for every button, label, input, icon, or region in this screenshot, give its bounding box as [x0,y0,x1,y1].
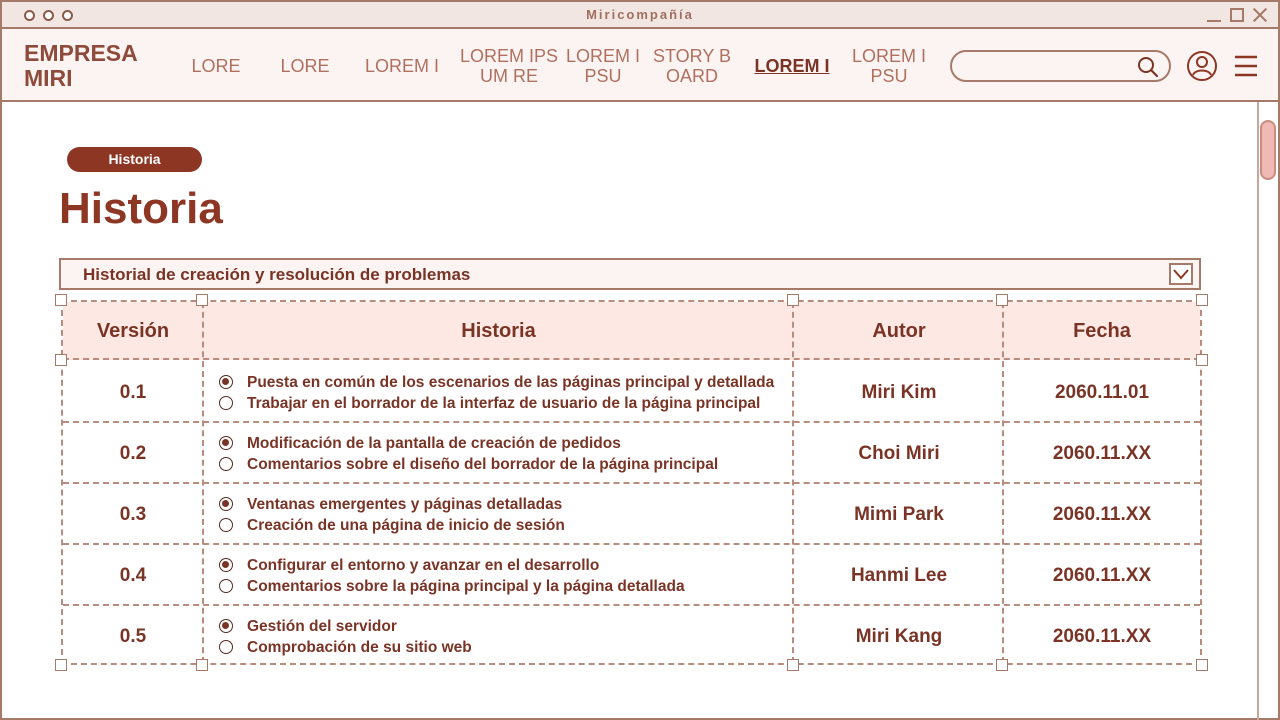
nav-bar [2,29,1278,102]
history-item[interactable] [219,517,565,534]
version-cell: 0.5 [119,625,147,647]
version-cell: 0.4 [119,564,147,586]
author-cell: Miri Kang [855,625,943,647]
history-dropdown[interactable] [59,258,1201,290]
history-item[interactable] [219,435,718,452]
header-date: Fecha [1073,320,1131,342]
history-item-text: Trabajar en el borrador de la interfaz de usuario de la página principal [247,394,761,412]
resize-handle[interactable] [787,294,799,306]
table-row [63,484,1200,545]
nav-item-label: UM RE [480,66,538,86]
radio-checked-icon[interactable] [219,436,233,450]
radio-checked-icon[interactable] [219,558,233,572]
window-controls [1206,7,1268,23]
history-cell [203,606,792,667]
nav-item-1[interactable]: LORE [191,56,241,76]
user-icon[interactable] [1186,50,1218,82]
radio-checked-icon[interactable] [219,375,233,389]
version-cell: 0.3 [119,503,147,525]
history-cell [203,423,792,484]
author-cell: Miri Kim [861,381,937,403]
chevron-down-icon [1171,265,1191,283]
author-cell: Mimi Park [854,503,944,525]
nav-item-label: LOREM I [565,46,640,66]
dropdown-label: Historial de creación y resolución de problemas [83,265,471,284]
author-cell: Hanmi Lee [850,564,948,586]
radio-checked-icon[interactable] [219,497,233,511]
logo[interactable] [24,41,138,91]
radio-unchecked-icon[interactable] [219,518,233,532]
resize-handle[interactable] [787,659,799,671]
history-item[interactable] [219,496,565,513]
resize-handle[interactable] [1196,294,1208,306]
history-item[interactable] [219,639,472,656]
history-cell [203,362,792,423]
header-author: Autor [872,320,926,342]
date-cell: 2060.11.XX [1052,625,1152,647]
scrollbar-thumb[interactable] [1260,120,1276,180]
minimize-icon[interactable] [1206,7,1222,23]
close-icon[interactable] [1252,7,1268,23]
nav-item-label: LOREM IPS [459,46,559,66]
resize-handle[interactable] [55,354,67,366]
logo-line: EMPRESA [24,40,138,66]
section-badge: Historia [67,147,202,172]
nav-item-6[interactable] [649,46,735,86]
maximize-icon[interactable] [1230,8,1244,22]
radio-unchecked-icon[interactable] [219,396,233,410]
history-item-text: Comentarios sobre el diseño del borrador de la página principal [247,455,719,473]
header-version: Versión [96,320,170,342]
resize-handle[interactable] [55,294,67,306]
nav-item-3[interactable]: LOREM I [364,56,439,76]
date-cell: 2060.11.XX [1052,442,1152,464]
hamburger-menu-icon[interactable] [1234,54,1258,78]
nav-item-5[interactable] [562,46,644,86]
history-item-text: Creación de una página de inicio de sesión [247,516,565,534]
history-item[interactable] [219,395,774,412]
history-item-text: Comprobación de su sitio web [247,638,472,656]
nav-item-8[interactable] [847,46,931,86]
history-item[interactable] [219,557,685,574]
history-cell [203,484,792,545]
history-list [219,435,718,473]
resize-handle[interactable] [996,294,1008,306]
window-title: Miricompañía [586,7,694,22]
table-row [63,423,1200,484]
table-row [63,606,1200,667]
history-list [219,557,685,595]
table-header [63,302,1200,360]
resize-handle[interactable] [1196,659,1208,671]
radio-unchecked-icon[interactable] [219,640,233,654]
resize-handle[interactable] [196,659,208,671]
history-item-text: Gestión del servidor [247,617,397,635]
nav-item-label: PSU [584,66,622,86]
resize-handle[interactable] [196,294,208,306]
date-cell: 2060.11.XX [1052,503,1152,525]
resize-handle[interactable] [55,659,67,671]
header-history: Historia [461,320,536,342]
page-title: Historia [59,184,223,233]
history-list [219,496,565,534]
nav-item-label: OARD [665,66,718,86]
history-item[interactable] [219,374,774,391]
date-cell: 2060.11.XX [1052,564,1152,586]
resize-handle[interactable] [1196,354,1208,366]
radio-unchecked-icon[interactable] [219,457,233,471]
nav-item-7-active[interactable]: LOREM I [754,56,830,76]
history-item[interactable] [219,456,718,473]
history-item[interactable] [219,578,685,595]
history-table [61,300,1202,665]
search-icon[interactable] [1137,56,1159,78]
version-cell: 0.1 [119,381,147,403]
nav-item-4[interactable] [458,46,560,86]
table-row [63,362,1200,423]
history-list [219,618,472,656]
search-input[interactable] [950,50,1171,82]
history-item-text: Ventanas emergentes y páginas detalladas [247,495,563,513]
radio-checked-icon[interactable] [219,619,233,633]
history-item[interactable] [219,618,472,635]
dropdown-toggle-button[interactable] [1169,263,1193,285]
nav-item-label: LOREM I [851,46,926,66]
date-cell: 2060.11.01 [1054,381,1150,403]
nav-item-label: PSU [870,66,908,86]
history-item-text: Comentarios sobre la página principal y la página detallada [247,577,685,595]
author-cell: Choi Miri [858,442,940,464]
title-bar [2,2,1278,29]
nav-item-2[interactable]: LORE [280,56,330,76]
resize-handle[interactable] [996,659,1008,671]
radio-unchecked-icon[interactable] [219,579,233,593]
history-cell [203,545,792,606]
logo-line: MIRI [24,65,73,91]
scrollbar-track[interactable] [1257,102,1259,720]
table-row [63,545,1200,606]
history-list [219,374,774,412]
nav-item-label: STORY B [652,46,732,66]
history-item-text: Puesta en común de los escenarios de las páginas principal y detallada [247,373,775,391]
version-cell: 0.2 [119,442,147,464]
history-item-text: Configurar el entorno y avanzar en el desarrollo [247,556,600,574]
history-item-text: Modificación de la pantalla de creación de pedidos [247,434,621,452]
